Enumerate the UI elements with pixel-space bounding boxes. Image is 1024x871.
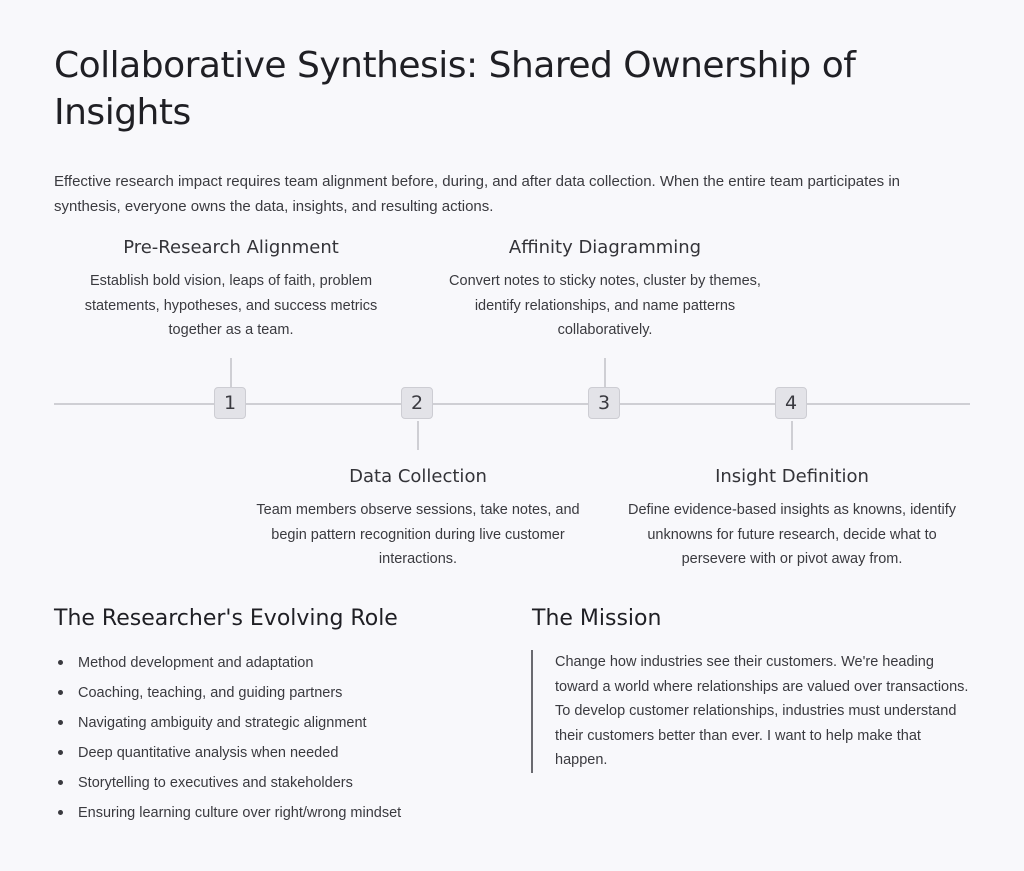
- timeline-node-1: 1: [214, 387, 246, 419]
- list-item: [54, 648, 494, 678]
- bullet-icon: [58, 690, 63, 695]
- timeline-event-pre-research: [66, 236, 396, 343]
- list-item: [54, 738, 494, 768]
- list-item: [54, 768, 494, 798]
- list-item-text: Storytelling to executives and stakeholders: [78, 775, 353, 791]
- role-list: [54, 648, 494, 828]
- list-item-text: Deep quantitative analysis when needed: [78, 745, 339, 761]
- timeline-connector: [791, 421, 793, 450]
- timeline-node-3: 3: [588, 387, 620, 419]
- bullet-icon: [58, 750, 63, 755]
- list-item-text: Navigating ambiguity and strategic alignment: [78, 715, 367, 731]
- timeline-event-title: Insight Definition: [715, 466, 869, 487]
- timeline-event-description: Team members observe sessions, take notes, and begin pattern recognition during live customer interactions.: [256, 502, 580, 567]
- mission-quote: Change how industries see their customers. We're heading toward a world where relationships are valued over transactions. To develop customer relationships, industries must understand their customers better than ever. I want to help make that happen.: [531, 650, 971, 773]
- bullet-icon: [58, 660, 63, 665]
- bullet-icon: [58, 720, 63, 725]
- role-heading: The Researcher's Evolving Role: [54, 606, 398, 631]
- list-item: [54, 708, 494, 738]
- intro-paragraph: Effective research impact requires team alignment before, during, and after data collection. When the entire team participates in synthesis, everyone owns the data, insights, and resulting actions.: [54, 173, 901, 215]
- page-title: Collaborative Synthesis: Shared Ownership of Insights: [54, 45, 856, 133]
- list-item-text: Method development and adaptation: [78, 655, 314, 671]
- list-item: [54, 678, 494, 708]
- timeline-event-data-collection: [253, 465, 583, 572]
- timeline-event-title: Pre-Research Alignment: [123, 237, 339, 258]
- timeline-connector: [417, 421, 419, 450]
- timeline-event-description: Define evidence-based insights as knowns, identify unknowns for future research, decide what to persevere with or pivot away from.: [627, 502, 957, 567]
- timeline-event-affinity-diagramming: [440, 236, 770, 343]
- bullet-icon: [58, 780, 63, 785]
- timeline-connector: [230, 358, 232, 387]
- mission-heading: The Mission: [532, 606, 662, 631]
- list-item-text: Coaching, teaching, and guiding partners: [78, 685, 343, 701]
- timeline-event-insight-definition: [627, 465, 957, 572]
- timeline-event-title: Data Collection: [349, 466, 487, 487]
- bullet-icon: [58, 810, 63, 815]
- timeline-event-title: Affinity Diagramming: [508, 237, 702, 258]
- timeline-node-2: 2: [401, 387, 433, 419]
- list-item-text: Ensuring learning culture over right/wrong mindset: [78, 805, 402, 821]
- timeline-connector: [604, 358, 606, 387]
- timeline-node-4: 4: [775, 387, 807, 419]
- list-item: [54, 798, 494, 828]
- timeline-axis: [54, 403, 970, 405]
- timeline-event-description: Convert notes to sticky notes, cluster by themes, identify relationships, and name patterns collaboratively.: [449, 273, 761, 338]
- timeline-event-description: Establish bold vision, leaps of faith, problem statements, hypotheses, and success metrics together as a team.: [84, 273, 378, 338]
